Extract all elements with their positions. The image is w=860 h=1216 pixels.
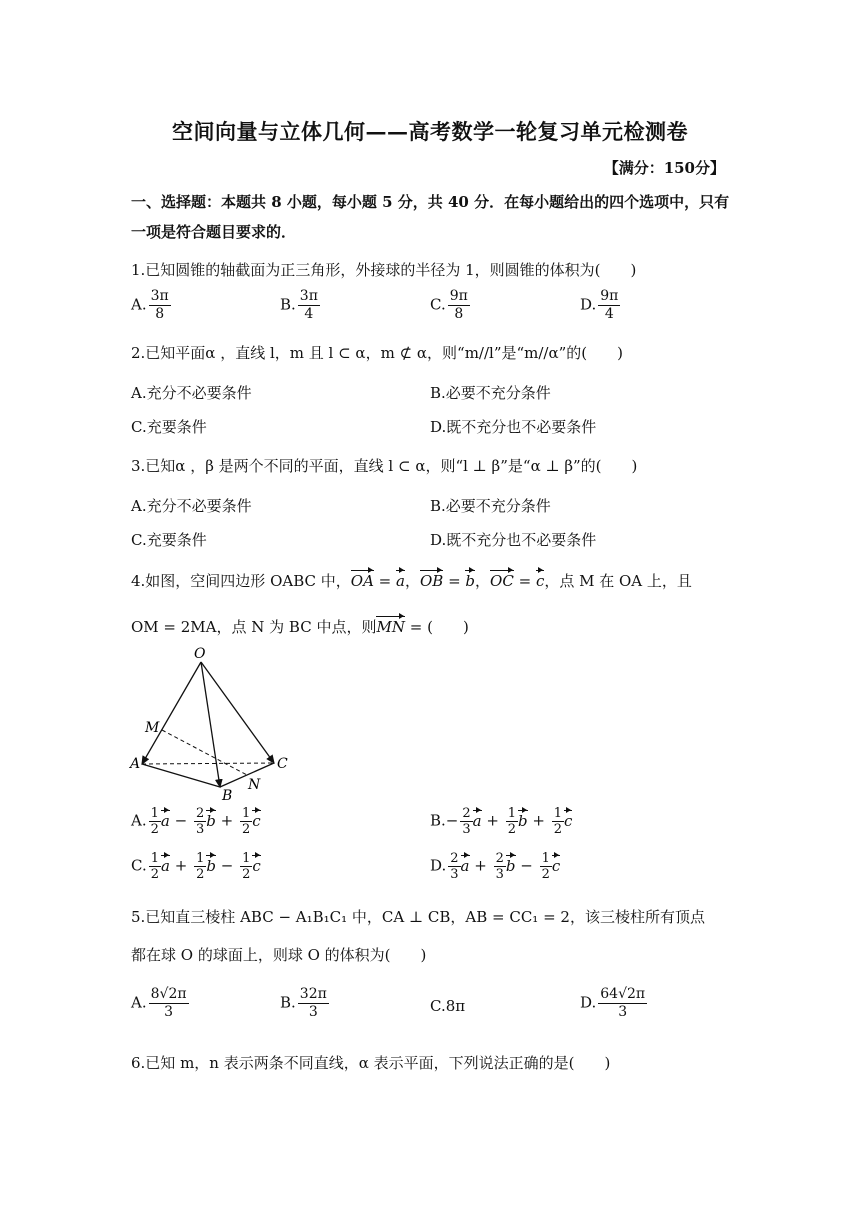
question-3-stem: 3.已知α ，β 是两个不同的平面，直线 l ⊂ α，则“l ⊥ β”是“α ⊥ β”的( )	[131, 457, 638, 475]
q1-option-a: A. $\frac{3\pi}{8}$	[131, 288, 169, 322]
q2-option-d: D.既不充分也不必要条件	[430, 418, 597, 436]
q5-option-a: A. $\frac{8√2\pi}{3}$	[131, 986, 187, 1020]
label-b: B	[222, 788, 233, 804]
q4-option-a: A. $\frac{1}{2}$ a − $\frac{2}{3}$ b + $\frac{1}{2}$ c	[131, 806, 261, 837]
question-1-stem: 1.已知圆锥的轴截面为正三角形，外接球的半径为 1，则圆锥的体积为( )	[131, 261, 637, 279]
q4-option-d: D. $\frac{2}{3}$ a + $\frac{2}{3}$ b − $\frac{1}{2}$ c	[430, 851, 561, 882]
q5-option-c: C.8π	[430, 997, 466, 1015]
section-heading: 一、选择题：本题共 8 小题，每小题 5 分，共 40 分．在每小题给出的四个选项中，只有一项是符合题目要求的．	[131, 193, 730, 241]
question-6-stem: 6.已知 m，n 表示两条不同直线，α 表示平面，下列说法正确的是( )	[131, 1054, 611, 1072]
q1-option-c: C. $\frac{9\pi}{8}$	[430, 288, 468, 322]
q4-option-b: B.− $\frac{2}{3}$ a + $\frac{1}{2}$ b + $\frac{1}{2}$ c	[430, 806, 573, 837]
q1-option-d: D. $\frac{9\pi}{4}$	[580, 288, 619, 322]
q2-option-c: C.充要条件	[131, 418, 207, 436]
label-a: A	[130, 756, 141, 772]
score-label: 【满分：150分】	[603, 159, 725, 177]
question-4-stem: 4.如图，空间四边形 OABC 中，OA = a，OB = b，OC = c，点 M 在 OA 上，且	[131, 572, 692, 590]
q5-option-d: D. $\frac{64√2\pi}{3}$	[580, 986, 646, 1020]
edge-ob	[201, 662, 220, 787]
segment-mn-dashed	[162, 730, 247, 775]
edge-ac-dashed	[142, 763, 274, 764]
page-title: 空间向量与立体几何——高考数学一轮复习单元检测卷	[172, 119, 688, 144]
q3-option-d: D.既不充分也不必要条件	[430, 531, 597, 549]
label-o: O	[194, 646, 206, 662]
q4-option-c: C. $\frac{1}{2}$ a + $\frac{1}{2}$ b − $\frac{1}{2}$ c	[131, 851, 261, 882]
label-n: N	[248, 777, 261, 793]
question-2-stem: 2.已知平面α ，直线 l，m 且 l ⊂ α，m ⊄ α，则“m//l”是“m//α”的( )	[131, 344, 623, 362]
q1-option-b: B. $\frac{3\pi}{4}$	[280, 288, 318, 322]
tetrahedron-figure	[128, 644, 298, 804]
question-5-stem: 5.已知直三棱柱 ABC − A₁B₁C₁ 中，CA ⊥ CB，AB = CC₁ = 2，该三棱柱所有顶点	[131, 908, 705, 926]
q2-option-b: B.必要不充分条件	[430, 384, 551, 402]
q3-option-c: C.充要条件	[131, 531, 207, 549]
edge-oa	[142, 662, 201, 764]
question-5-stem-cont: 都在球 O 的球面上，则球 O 的体积为( )	[131, 946, 427, 964]
question-4-stem-cont: OM = 2MA，点 N 为 BC 中点，则MN = ( )	[131, 618, 469, 636]
label-c: C	[277, 756, 288, 772]
q3-option-a: A.充分不必要条件	[131, 497, 252, 515]
q5-option-b: B. $\frac{32\pi}{3}$	[280, 986, 327, 1020]
label-m: M	[145, 720, 160, 736]
q3-option-b: B.必要不充分条件	[430, 497, 551, 515]
edge-ab	[142, 764, 220, 787]
edge-oc	[201, 662, 274, 763]
q2-option-a: A.充分不必要条件	[131, 384, 252, 402]
